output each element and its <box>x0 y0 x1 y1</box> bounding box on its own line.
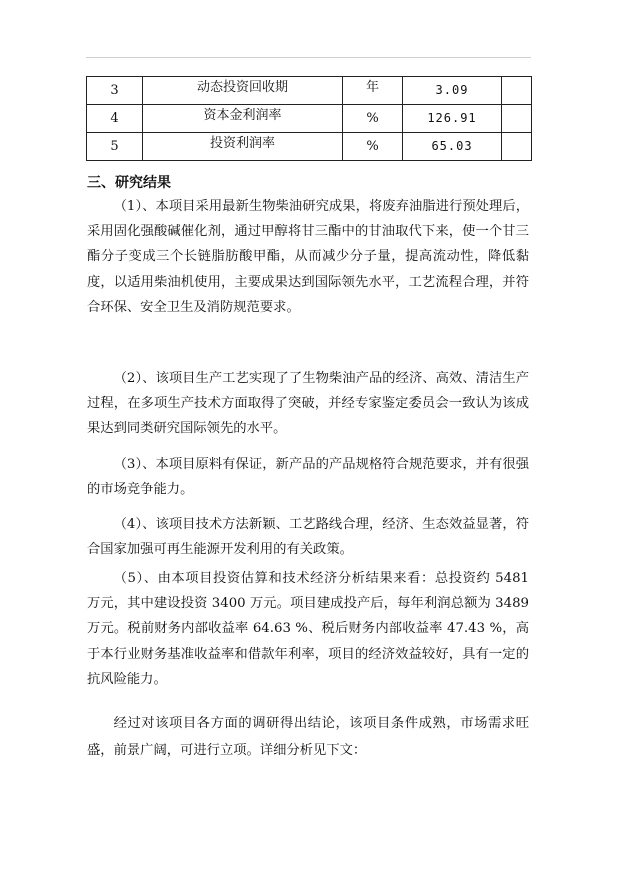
indicator-value: 3.09 <box>403 77 502 105</box>
indicator-value: 126.91 <box>403 105 502 133</box>
indicator-value: 65.03 <box>403 133 502 161</box>
table-row <box>87 133 532 161</box>
indicator-note <box>502 77 532 105</box>
table-row <box>87 77 532 105</box>
result-paragraph-4: （4）、该项目技术方法新颖、工艺路线合理，经济、生态效益显著，符合国家加强可再生能源开发利用的有关政策。 <box>87 517 529 558</box>
indicator-unit: % <box>343 105 403 133</box>
section-title: 三、研究结果 <box>87 175 171 191</box>
conclusion-paragraph: 经过对该项目各方面的调研得出结论，该项目条件成熟，市场需求旺盛，前景广阔，可进行立项。详细分析见下文： <box>87 716 529 758</box>
result-paragraph-2: （2）、该项目生产工艺实现了了生物柴油产品的经济、高效、清洁生产过程，在多项生产技术方面取得了突破，并经专家鉴定委员会一致认为该成果达到同类研究国际领先的水平。 <box>87 371 529 437</box>
indicator-note <box>502 105 532 133</box>
row-index: 3 <box>87 77 143 105</box>
indicator-name: 资本金利润率 <box>143 105 343 133</box>
indicator-name: 动态投资回收期 <box>143 77 343 105</box>
indicator-unit: % <box>343 133 403 161</box>
table-row <box>87 105 532 133</box>
result-paragraph-1: （1）、本项目采用最新生物柴油研究成果，将废弃油脂进行预处理后，采用固化强酸碱催化剂，通过甲醇将甘三酯中的甘油取代下来，使一个甘三酯分子变成三个长链脂肪酸甲酯，从而减少分子量，提高流动性，降低黏度，以适用柴油机使用，主要成果达到国际领先水平，工艺流程合理，并符合环保、安全卫生及消防规范要求。 <box>87 199 529 315</box>
result-paragraph-5: （5）、由本项目投资估算和技术经济分析结果来看：总投资约 5481 万元，其中建设投资 3400 万元。项目建成投产后，每年利润总额为 3489 万元。税前财务内部收益率 64.63 %、税后财务内部收益率 47.43 %，高于本行业财务基准收益率和借款年利率，项目的经济效益较好，具有一定的抗风险能力。 <box>87 571 529 687</box>
indicator-name: 投资利润率 <box>143 133 343 161</box>
result-paragraph-3: （3）、本项目原料有保证，新产品的产品规格符合规范要求，并有很强的市场竞争能力。 <box>87 457 529 498</box>
indicator-note <box>502 133 532 161</box>
row-index: 5 <box>87 133 143 161</box>
indicator-table <box>86 76 532 161</box>
header-rule <box>86 57 531 58</box>
indicator-unit: 年 <box>343 77 403 105</box>
row-index: 4 <box>87 105 143 133</box>
